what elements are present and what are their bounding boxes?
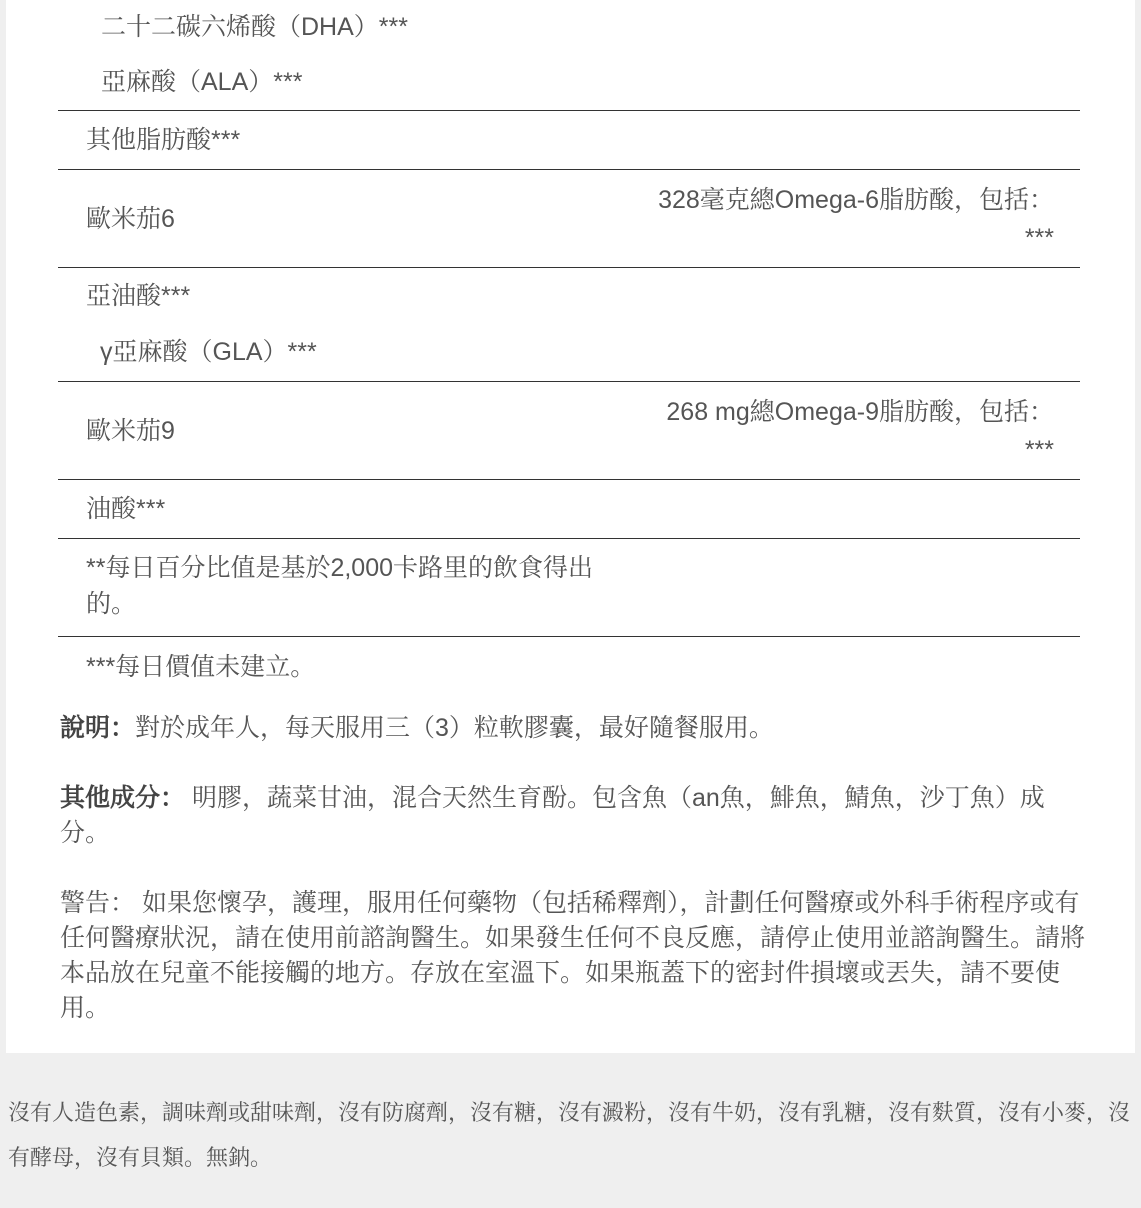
free-from-statement: 沒有人造色素，調味劑或甜味劑，沒有防腐劑，沒有糖，沒有澱粉，沒有牛奶，沒有乳糖，沒有麩質，沒有小麥，沒有酵母，沒有貝類。無鈉。 [8,1100,1131,1170]
omega6-value: 328毫克總Omega-6脂肪酸，包括：*** [658,186,1054,252]
directions-paragraph [60,711,1085,746]
ingredients-paragraph [60,781,1085,851]
table-row-footnote-dv [58,539,1080,637]
dha-label: 二十二碳六烯酸（DHA）*** [101,13,408,41]
omega9-value: 268 mg總Omega-9脂肪酸，包括：*** [666,398,1054,464]
warning-paragraph: 警告： 如果您懷孕，護理，服用任何藥物（包括稀釋劑），計劃任何醫療或外科手術程序或有任何醫療狀況，請在使用前諮詢醫生。如果發生任何不良反應，請停止使用並諮詢醫生。請將本品放在兒童不能接觸的地方。存放在室溫下。如果瓶蓋下的密封件損壞或丟失，請不要使用。 [60,889,1086,1022]
omega9-label: 歐米茄9 [86,417,175,445]
ingredients-text: 明膠，蔬菜甘油，混合天然生育酚。包含魚（an魚，鯡魚，鯖魚，沙丁魚）成分。 [60,784,1045,847]
other-fatty-acids-label: 其他脂肪酸*** [86,126,241,154]
table-row-linoleic [58,268,1080,382]
daily-value-not-established-footnote: ***每日價值未建立。 [86,653,316,681]
table-row-oleic [58,480,1080,539]
table-row-omega6 [58,170,1080,268]
table-row-other-fatty-acids [58,111,1080,170]
table-row-omega9 [58,382,1080,480]
ingredients-label: 其他成分： [60,784,186,812]
linoleic-label: 亞油酸*** [86,282,191,310]
directions-text: 對於成年人，每天服用三（3）粒軟膠囊，最好隨餐服用。 [135,714,774,742]
gla-label: γ亞麻酸（GLA）*** [100,338,317,366]
oleic-label: 油酸*** [86,495,166,523]
daily-value-footnote: **每日百分比值是基於2,000卡路里的飲食得出的。 [86,554,594,618]
supplement-facts-panel [6,0,1135,1053]
omega6-label: 歐米茄6 [86,205,175,233]
ala-label: 亞麻酸（ALA）*** [101,68,303,96]
table-row-omega3-subitems [58,0,1080,111]
directions-label: 說明： [60,714,136,742]
